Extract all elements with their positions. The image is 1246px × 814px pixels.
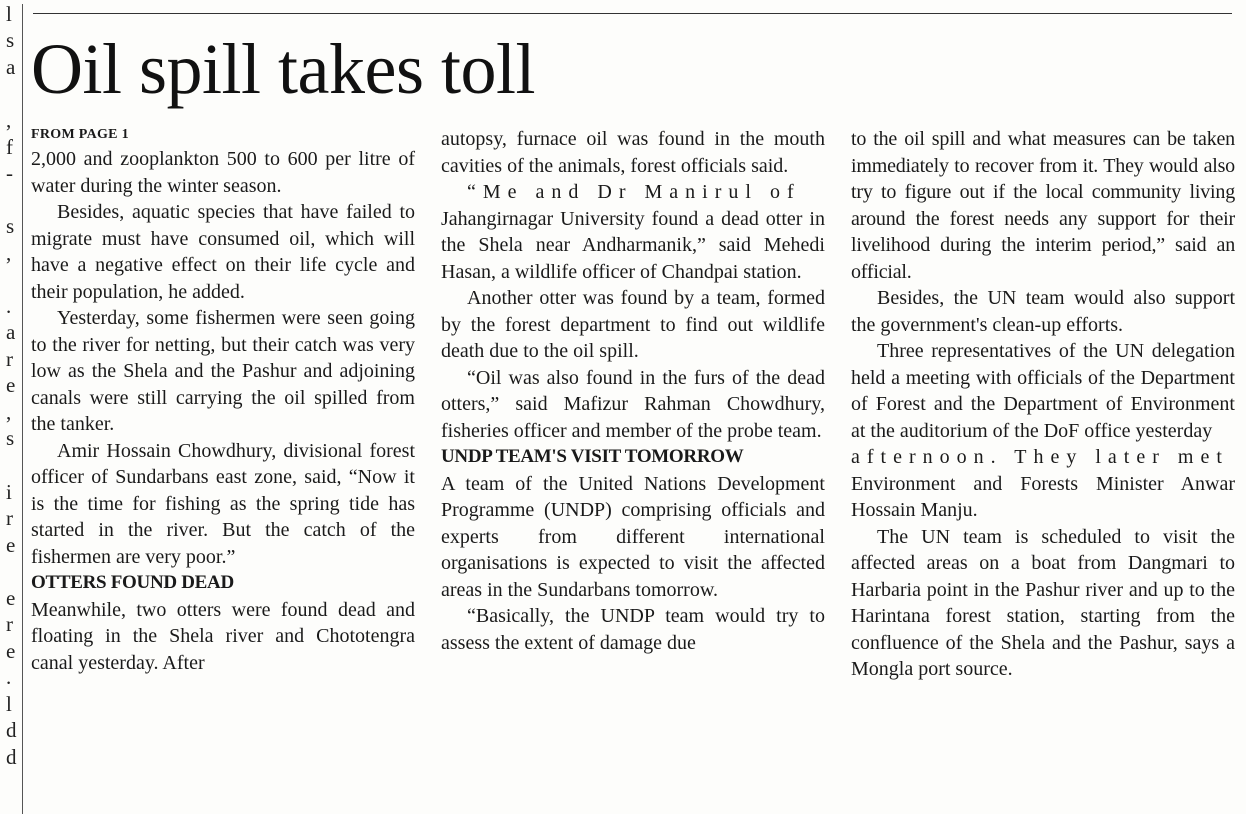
- edge-letter: ,: [6, 241, 12, 265]
- edge-letter: s: [6, 214, 15, 238]
- edge-letter: r: [6, 612, 13, 636]
- paragraph: to the oil spill and what measures can be taken immediately to recover from it. They would also try to figure out if the local community living around the forest needs any support for their livelihood during the interim period,” said an official.: [851, 128, 1235, 283]
- paragraph: Meanwhile, two otters were found dead and floating in the Shela river and Chototengra canal yesterday. After: [31, 598, 415, 674]
- paragraph: Yesterday, some fishermen were seen going to the river for netting, but their catch was very low as the Shela and the Pashur and adjoining canals were still carrying the oil spilled from the tanker.: [31, 307, 415, 435]
- paragraph: autopsy, furnace oil was found in the mouth cavities of the animals, forest officials said.: [441, 128, 825, 177]
- paragraph: “Oil was also found in the furs of the dead otters,” said Mafizur Rahman Chowdhury, fisheries officer and member of the probe team.: [441, 366, 825, 442]
- edge-letter: e: [6, 639, 16, 663]
- article-column-2: [441, 126, 825, 656]
- edge-letter: s: [6, 28, 15, 52]
- paragraph: Jahangirnagar University found a dead otter in the Shela near Andharmanik,” said Mehedi Hasan, a wildlife officer of Chandpai station.: [441, 207, 825, 283]
- subheading: UNDP TEAM'S VISIT TOMORROW: [441, 446, 744, 467]
- adjacent-column-fragment: [0, 0, 22, 814]
- paragraph: Three representatives of the UN delegation held a meeting with officials of the Department of Forest and the Department of Environment at the auditorium of the DoF office yesterday: [851, 340, 1235, 442]
- paragraph: Besides, aquatic species that have failed to migrate must have consumed oil, which will have a negative effect on their life cycle and their population, he added.: [31, 201, 415, 303]
- paragraph: afternoon. They later met: [851, 446, 1229, 468]
- edge-letter: .: [6, 294, 12, 318]
- edge-letter: d: [6, 718, 17, 742]
- edge-letter: ,: [6, 400, 12, 424]
- edge-letter: .: [6, 665, 12, 689]
- edge-letter: f: [6, 135, 13, 159]
- paragraph: A team of the United Nations Development Programme (UNDP) comprising officials and experts from different international organisations is expected to visit the affected areas in the Sundarbans tomorrow.: [441, 472, 825, 601]
- edge-letter: a: [6, 320, 16, 344]
- paragraph: “Me and Dr Manirul of: [467, 181, 801, 203]
- edge-letter: i: [6, 480, 12, 504]
- article-column-1: [31, 124, 415, 676]
- edge-letter: r: [6, 347, 13, 371]
- paragraph: Amir Hossain Chowdhury, divisional forest officer of Sundarbans east zone, said, “Now it is the time for fishing as the spring tide has started in the river. But the catch of the fishermen are very poor.”: [31, 439, 415, 568]
- edge-letter: l: [6, 2, 12, 26]
- edge-letter: ,: [6, 108, 12, 132]
- top-rule: [33, 13, 1232, 14]
- paragraph: Another otter was found by a team, formed by the forest department to find out wildlife death due to the oil spill.: [441, 287, 825, 362]
- paragraph: “Basically, the UNDP team would try to assess the extent of damage due: [441, 605, 825, 654]
- edge-letter: -: [6, 161, 13, 185]
- dateline: FROM PAGE 1: [31, 127, 129, 142]
- edge-letter: a: [6, 55, 16, 79]
- paragraph: The UN team is scheduled to visit the affected areas on a boat from Dangmari to Harbaria point in the Pashur river and up to the Harintana forest station, starting from the confluence of the Shela and the Pashur, says a Mongla port source.: [851, 525, 1235, 680]
- edge-letter: e: [6, 533, 16, 557]
- edge-letter: e: [6, 373, 16, 397]
- edge-letter: s: [6, 426, 15, 450]
- edge-letter: r: [6, 506, 13, 530]
- subheading: OTTERS FOUND DEAD: [31, 572, 234, 593]
- paragraph: Besides, the UN team would also support the government's clean-up efforts.: [851, 287, 1235, 336]
- article-column-3: [851, 126, 1235, 683]
- edge-letter: l: [6, 692, 12, 716]
- paragraph: Environment and Forests Minister Anwar Hossain Manju.: [851, 472, 1235, 521]
- column-divider: [22, 4, 23, 814]
- edge-letter: e: [6, 586, 16, 610]
- paragraph: 2,000 and zooplankton 500 to 600 per litre of water during the winter season.: [31, 148, 415, 197]
- edge-letter: d: [6, 745, 17, 769]
- headline: Oil spill takes toll: [31, 29, 535, 109]
